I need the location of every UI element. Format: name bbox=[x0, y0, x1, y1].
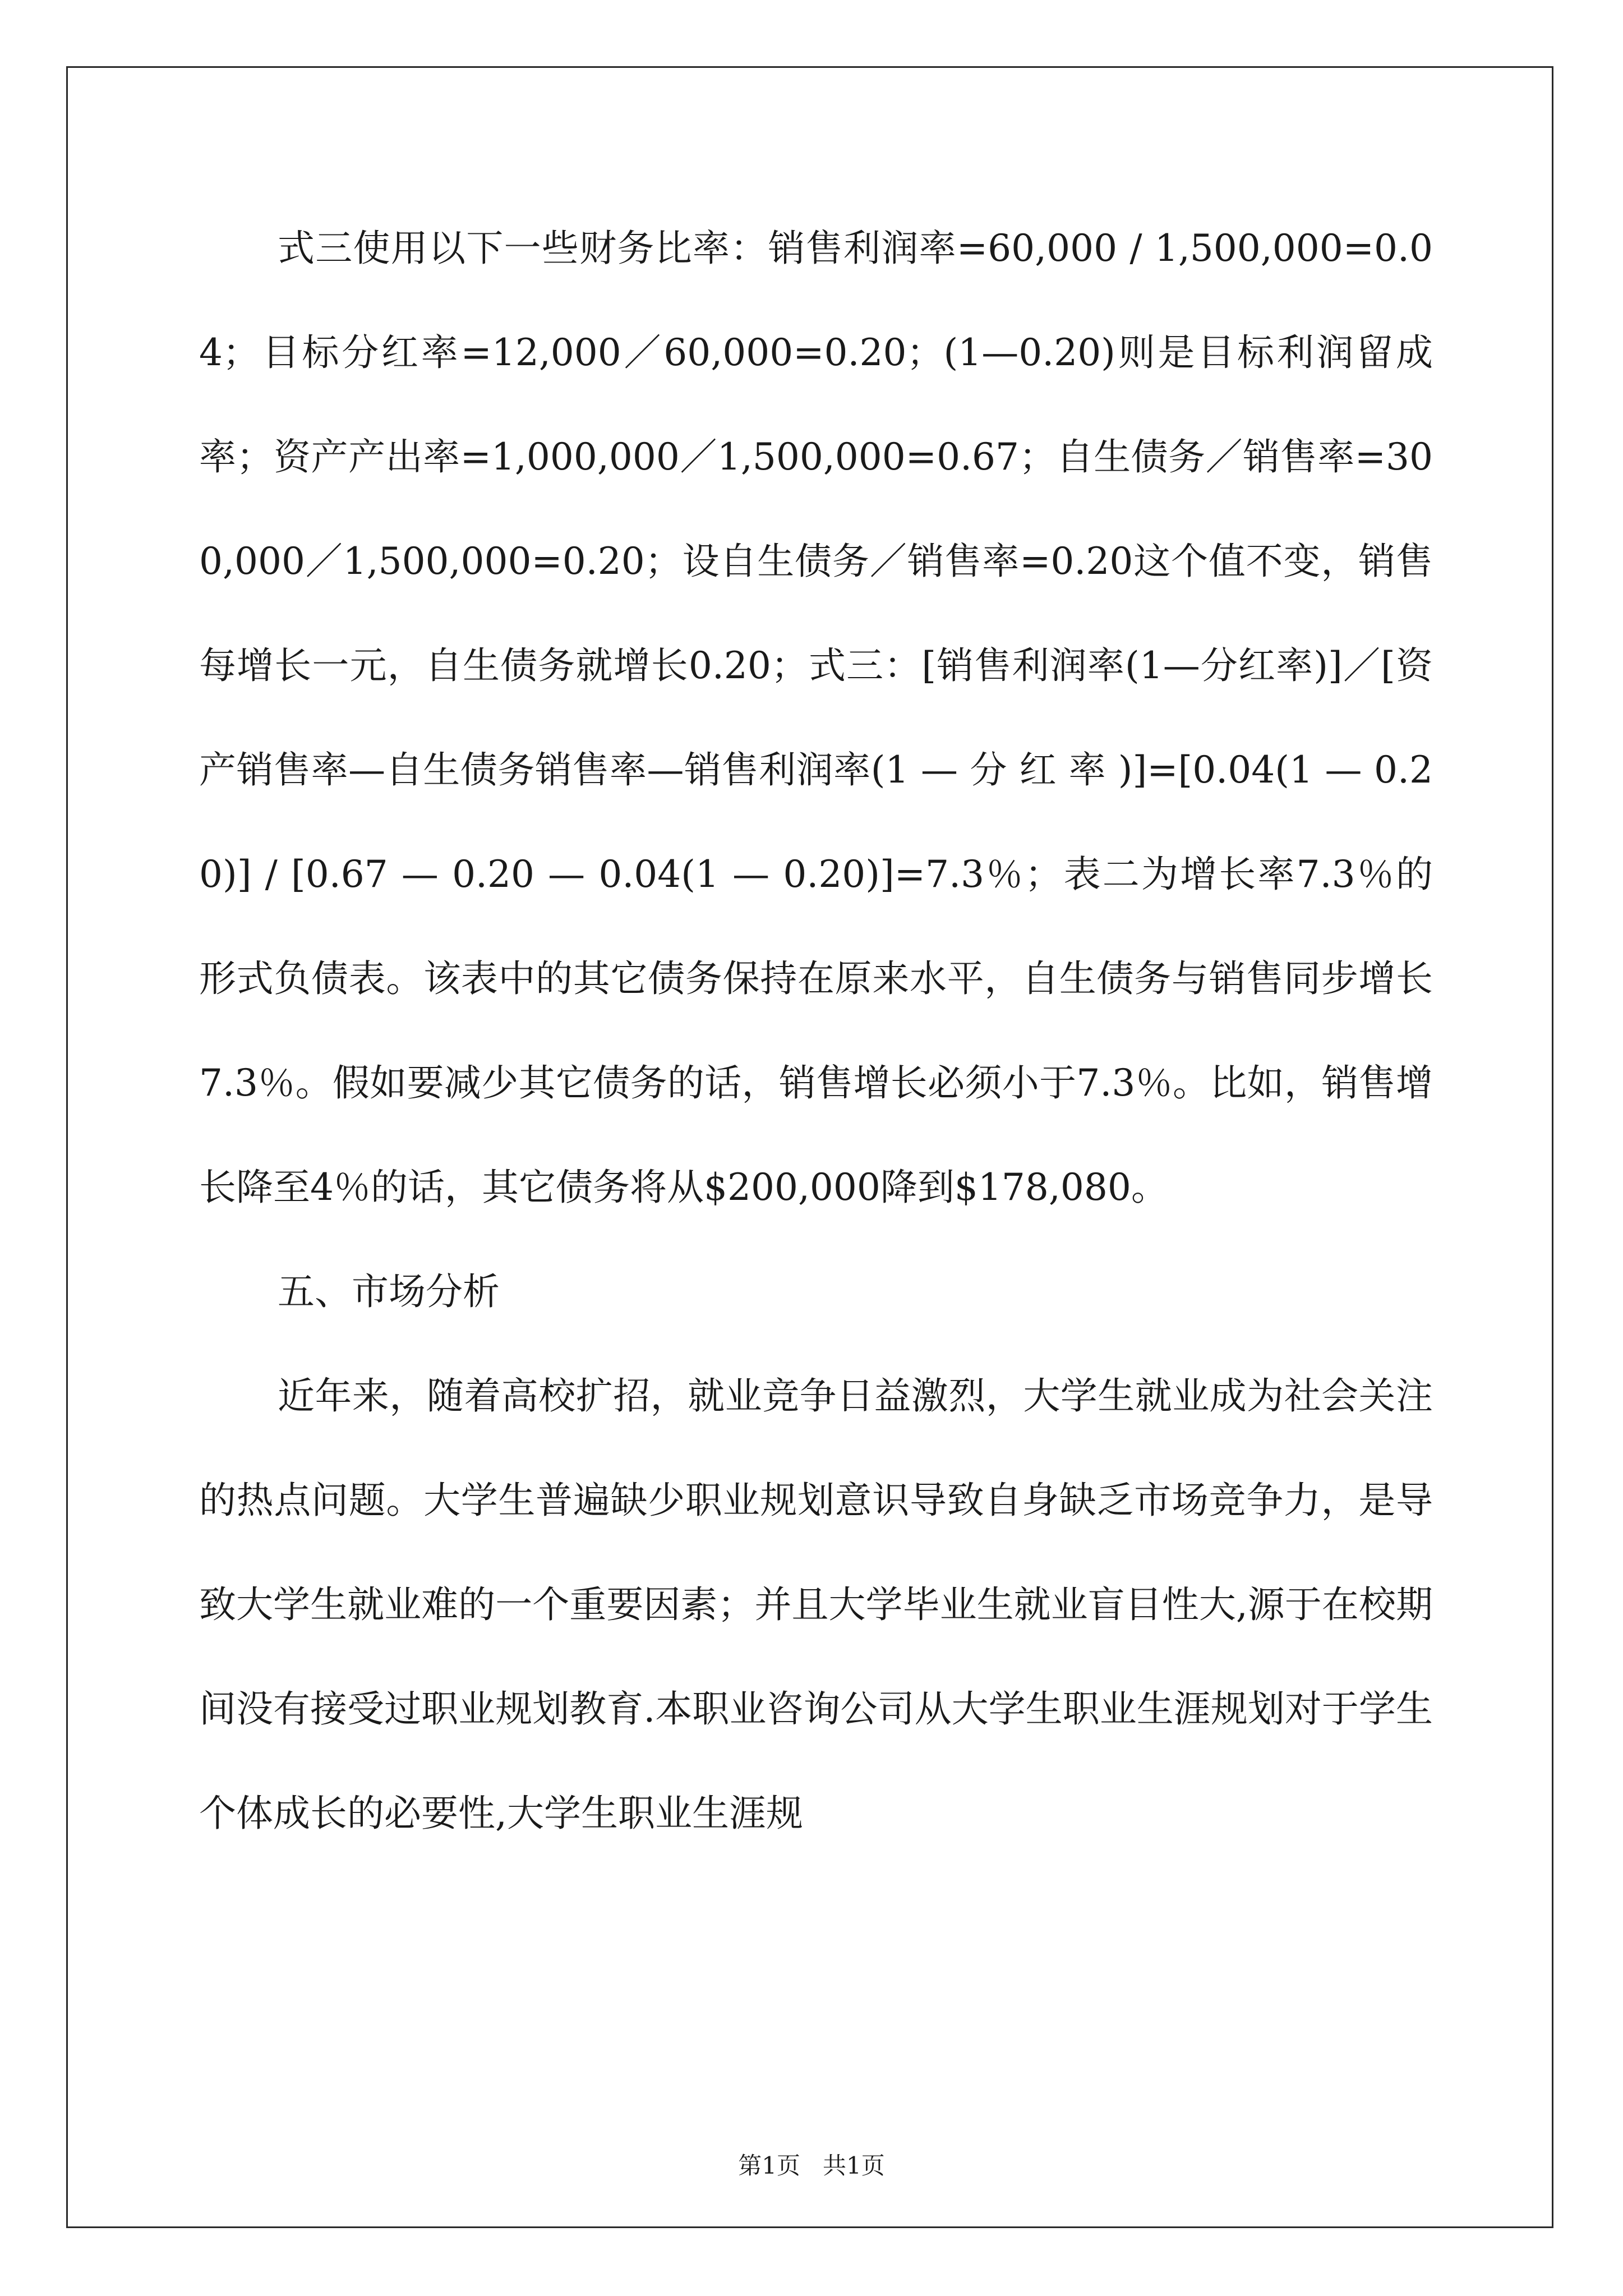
market-paragraph: 近年来，随着高校扩招，就业竞争日益激烈，大学生就业成为社会关注的热点问题。大学生普遍缺少职业规划意识导致自身缺乏市场竞争力，是导致大学生就业难的一个重要因素；并且大学毕业生就业盲目性大,源于在校期间没有接受过职业规划教育.本职业咨询公司从大学生职业生涯规划对于学生个体成长的必要性,大学生职业生涯规 bbox=[199, 1374, 1433, 1835]
page-number: 第1页 bbox=[738, 2152, 800, 2179]
section-heading: 五、市场分析 bbox=[278, 1270, 500, 1313]
finance-paragraph: 式三使用以下一些财务比率：销售利润率=60,000 / 1,500,000=0.04；目标分红率=12,000／60,000=0.20；(1—0.20)则是目标利润留成率；资产产出率=1,000,000／1,500,000=0.67；自生债务／销售率=300,000／1,500,000=0.20；设自生债务／销售率=0.20这个值不变，销售每增长一元，自生债务就增长0.20；式三：[销售利润率(1—分红率)]／[资产销售率—自生债务销售率—销售利润率(1 — 分 红 率 )]=[0.04(1 — 0.20)] / [0.67 — 0.20 — 0.04(1 — 0.20)]=7.3％；表二为增长率7.3％的形式负债表。该表中的其它债务保持在原来水平，自生债务与销售同步增长7.3％。假如要减少其它债务的话，销售增长必须小于7.3％。比如，销售增长降至4％的话，其它债务将从$200,000降到$178,080。 bbox=[199, 227, 1433, 1209]
page-footer bbox=[0, 2147, 1623, 2181]
document-body bbox=[199, 196, 1433, 1866]
page-total: 共1页 bbox=[823, 2152, 885, 2179]
